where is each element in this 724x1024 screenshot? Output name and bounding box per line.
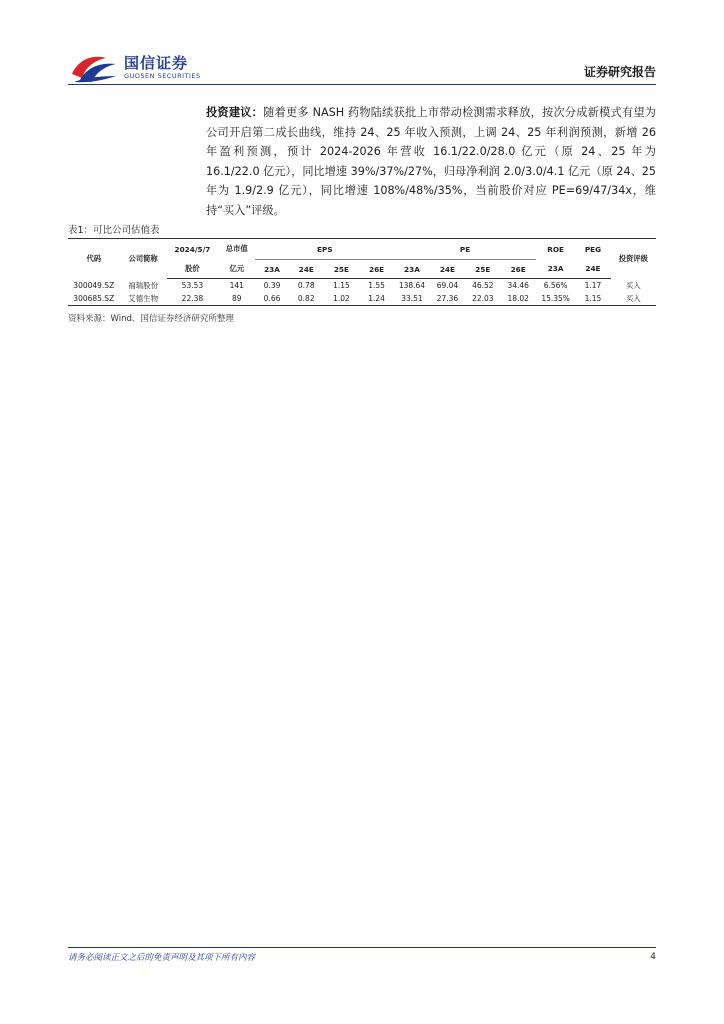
cell-peg: 1.15 xyxy=(575,292,610,306)
cell-price: 53.53 xyxy=(181,281,204,290)
cell-pe: 18.02 xyxy=(501,292,536,306)
header-eps: EPS xyxy=(255,239,394,260)
cell-eps: 1.15 xyxy=(333,281,350,290)
table-caption: 表1：可比公司估值表 xyxy=(68,225,160,236)
cell-roe: 6.56% xyxy=(543,281,568,290)
cell-pe: 46.52 xyxy=(472,281,494,290)
header-peg-year: 24E xyxy=(575,260,610,279)
cell-pe: 22.03 xyxy=(465,292,500,306)
cell-eps: 0.39 xyxy=(263,281,281,290)
cell-eps: 1.02 xyxy=(324,292,359,306)
footer-divider xyxy=(68,947,656,948)
cell-eps: 0.78 xyxy=(297,281,315,290)
header-eps-year: 26E xyxy=(359,260,394,279)
header-roe-year: 23A xyxy=(536,260,576,279)
cell-name: 福瑞股份 xyxy=(128,280,159,290)
investment-advice-paragraph xyxy=(206,103,656,220)
cell-eps: 0.82 xyxy=(289,292,324,306)
header-name: 公司简称 xyxy=(120,239,167,279)
header-peg: PEG xyxy=(575,239,610,260)
cell-price: 22.38 xyxy=(167,292,218,306)
header-eps-year: 24E xyxy=(289,260,324,279)
investment-advice-body: 随着更多 NASH 药物陆续获批上市带动检测需求释放，按次分成新模式有望为公司开启第二成长曲线，维持 24、25 年收入预测，上调 24、25 年利润预测，新增 26 年盈利预测，预计 2024-2026 年营收 16.1/22.0/28.0 亿元（原 24、25 年为 16.1/22.0 亿元），同比增速 39%/37%/27%，归母净利润 2.0/3.0/4.1 亿元（原 24、25 年为 1.9/2.9 亿元），同比增速 108%/48%/35%，当前股价对应 PE=69/47/34x，维持“买入”评级。 xyxy=(206,106,656,217)
cell-code: 300685.SZ xyxy=(68,292,120,306)
header-price-date: 2024/5/7 xyxy=(167,239,218,260)
header-mcap-unit: 亿元 xyxy=(218,260,255,279)
logo-mark-icon xyxy=(70,52,118,84)
header-price: 股价 xyxy=(167,260,218,279)
cell-rating: 买入 xyxy=(611,292,656,306)
cell-name: 艾德生物 xyxy=(120,292,167,306)
cell-pe: 27.36 xyxy=(430,292,465,306)
cell-pe: 34.46 xyxy=(507,281,529,290)
footer-disclaimer: 请务必阅读正文之后的免责声明及其项下所有内容 xyxy=(68,953,256,963)
cell-eps: 0.66 xyxy=(255,292,288,306)
header-pe-year: 25E xyxy=(465,260,500,279)
header-pe-year: 26E xyxy=(501,260,536,279)
header-mcap: 总市值 xyxy=(218,239,255,260)
logo-text-cn: 国信证券 xyxy=(124,54,189,72)
investment-advice-label: 投资建议： xyxy=(206,106,264,119)
header-eps-year: 25E xyxy=(324,260,359,279)
cell-eps: 1.55 xyxy=(368,281,385,290)
cell-code: 300049.SZ xyxy=(73,280,115,290)
cell-rating: 买入 xyxy=(625,280,641,290)
logo-text-en: GUOSEN SECURITIES xyxy=(124,72,201,80)
page-number: 4 xyxy=(650,952,656,962)
report-type-label: 证券研究报告 xyxy=(583,65,656,79)
cell-mcap: 141 xyxy=(229,281,244,290)
cell-mcap: 89 xyxy=(218,292,255,306)
cell-pe: 33.51 xyxy=(394,292,430,306)
header-pe-year: 23A xyxy=(394,260,430,279)
cell-roe: 15.35% xyxy=(536,292,576,306)
header-code: 代码 xyxy=(68,239,120,279)
header-pe-year: 24E xyxy=(430,260,465,279)
header-rating: 投资评级 xyxy=(611,239,656,279)
cell-pe: 69.04 xyxy=(436,281,459,290)
header-roe: ROE xyxy=(536,239,576,260)
header-pe: PE xyxy=(394,239,536,260)
valuation-table xyxy=(68,238,656,306)
table-source-note: 资料来源：Wind、国信证券经济研究所整理 xyxy=(68,314,234,324)
cell-pe: 138.64 xyxy=(398,281,426,290)
cell-eps: 1.24 xyxy=(359,292,394,306)
table-row xyxy=(68,292,656,306)
table-row xyxy=(68,279,656,293)
header-divider xyxy=(68,84,656,85)
header-eps-year: 23A xyxy=(255,260,288,279)
cell-peg: 1.17 xyxy=(584,281,602,290)
